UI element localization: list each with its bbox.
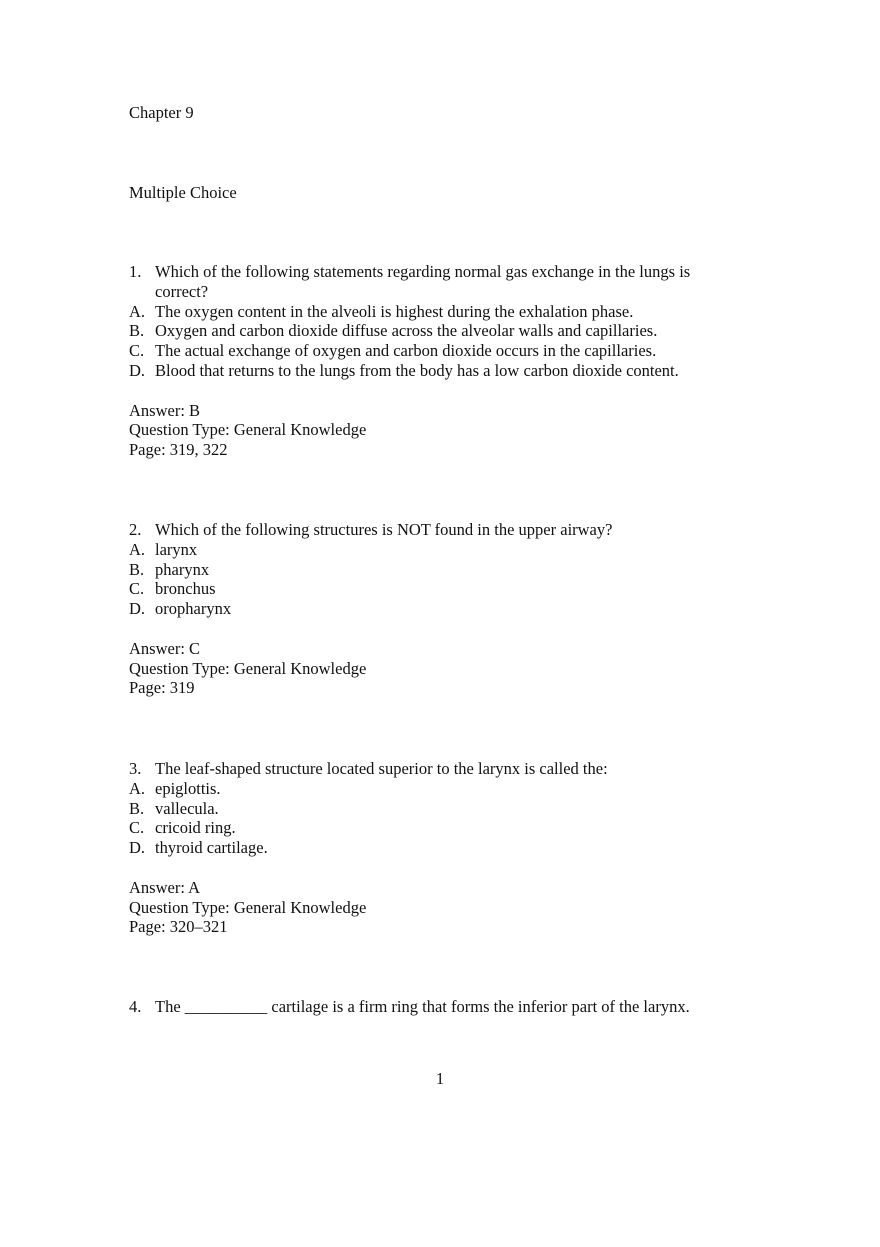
answer-line: Answer: B	[129, 400, 201, 420]
option-b	[129, 560, 729, 580]
option-letter: B.	[129, 798, 145, 818]
answer-line: Answer: C	[129, 638, 201, 658]
question-4	[129, 997, 729, 1017]
option-text: Blood that returns to the lungs from the body has a low carbon dioxide content.	[155, 360, 679, 380]
question-text: Which of the following structures is NOT found in the upper airway?	[155, 520, 613, 539]
option-text: oropharynx	[155, 599, 232, 619]
question-type-line: Question Type: General Knowledge	[129, 658, 367, 678]
option-letter: B.	[129, 559, 145, 579]
option-text: pharynx	[155, 559, 210, 579]
question-number: 2.	[129, 520, 142, 539]
question-text: The __________ cartilage is a firm ring that forms the inferior part of the larynx.	[155, 997, 690, 1016]
option-letter: A.	[129, 539, 146, 559]
question-stem	[129, 759, 729, 779]
question-2	[129, 520, 729, 698]
option-text: larynx	[155, 539, 198, 559]
question-text: The leaf-shaped structure located superior to the larynx is called the:	[155, 759, 608, 778]
option-a	[129, 302, 729, 322]
section-heading: Multiple Choice	[129, 183, 237, 202]
option-text: The oxygen content in the alveoli is highest during the exhalation phase.	[155, 301, 634, 321]
question-stem	[129, 262, 729, 302]
question-type-line: Question Type: General Knowledge	[129, 420, 367, 440]
option-text: Oxygen and carbon dioxide diffuse across the alveolar walls and capillaries.	[155, 321, 658, 341]
chapter-heading: Chapter 9	[129, 103, 194, 122]
question-number: 1.	[129, 262, 142, 281]
option-d	[129, 361, 729, 381]
question-number: 4.	[129, 997, 142, 1016]
question-type-line: Question Type: General Knowledge	[129, 897, 367, 917]
page-number: 1	[435, 1069, 445, 1088]
option-a	[129, 540, 729, 560]
option-letter: A.	[129, 301, 146, 321]
question-stem	[129, 997, 729, 1017]
page-reference-line: Page: 320–321	[129, 917, 228, 937]
option-text: bronchus	[155, 579, 216, 599]
option-text: vallecula.	[155, 798, 219, 818]
option-c	[129, 341, 729, 361]
option-letter: B.	[129, 321, 145, 341]
option-text: thyroid cartilage.	[155, 838, 268, 858]
option-d	[129, 838, 729, 858]
page-reference-line: Page: 319	[129, 678, 195, 698]
question-text: Which of the following statements regarding normal gas exchange in the lungs is correct?	[155, 262, 691, 301]
option-letter: D.	[129, 360, 146, 380]
question-number: 3.	[129, 759, 142, 778]
option-d	[129, 599, 729, 619]
option-letter: C.	[129, 818, 145, 838]
option-letter: D.	[129, 838, 146, 858]
option-c	[129, 818, 729, 838]
option-a	[129, 779, 729, 799]
option-letter: D.	[129, 599, 146, 619]
option-b	[129, 321, 729, 341]
option-letter: C.	[129, 579, 145, 599]
option-text: cricoid ring.	[155, 818, 236, 838]
option-c	[129, 579, 729, 599]
question-3	[129, 759, 729, 937]
page-reference-line: Page: 319, 322	[129, 440, 228, 460]
option-letter: A.	[129, 778, 146, 798]
question-stem	[129, 520, 729, 540]
option-b	[129, 799, 729, 819]
option-text: epiglottis.	[155, 778, 221, 798]
option-text: The actual exchange of oxygen and carbon dioxide occurs in the capillaries.	[155, 341, 657, 361]
option-letter: C.	[129, 341, 145, 361]
answer-line: Answer: A	[129, 877, 201, 897]
question-1	[129, 262, 729, 460]
